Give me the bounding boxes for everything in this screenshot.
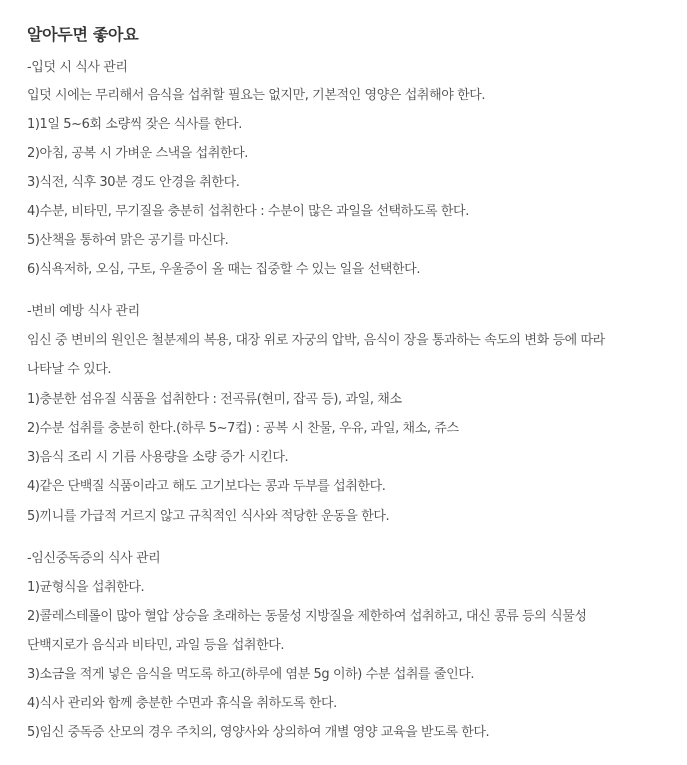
section-line: 2)아침, 공복 시 가벼운 스낵을 섭취한다.: [27, 146, 249, 161]
section-line: 나타날 수 있다.: [27, 362, 112, 377]
section-line: 입덧 시에는 무리해서 음식을 섭취할 필요는 없지만, 기본적인 영양은 섭취해야 한다.: [27, 88, 486, 103]
section-line: 단백지로가 음식과 비타민, 과일 등을 섭취한다.: [27, 638, 285, 653]
page-title: 알아두면 좋아요: [27, 25, 139, 44]
section-line: 5)산책을 통하여 맑은 공기를 마신다.: [27, 233, 229, 248]
section-line: 5)끼니를 가급적 거르지 않고 규칙적인 식사와 적당한 운동을 한다.: [27, 509, 390, 524]
section-line: 5)임신 중독증 산모의 경우 주치의, 영양사와 상의하여 개별 영양 교육을 받도록 한다.: [27, 725, 490, 740]
section-line: 2)콜레스테롤이 많아 혈압 상승을 초래하는 동물성 지방질을 제한하여 섭취하고, 대신 콩류 등의 식물성: [27, 609, 587, 624]
section-line: 3)소금을 적게 넣은 음식을 먹도록 하고(하루에 염분 5g 이하) 수분 섭취를 줄인다.: [27, 667, 475, 682]
section-heading-preeclampsia: -임신중독증의 식사 관리: [27, 551, 161, 566]
section-heading-morning-sickness: -입덧 시 식사 관리: [27, 60, 128, 75]
section-line: 4)식사 관리와 함께 충분한 수면과 휴식을 취하도록 한다.: [27, 696, 337, 711]
section-line: 4)같은 단백질 식품이라고 해도 고기보다는 콩과 두부를 섭취한다.: [27, 479, 386, 494]
section-heading-constipation: -변비 예방 식사 관리: [27, 304, 140, 319]
section-line: 3)음식 조리 시 기름 사용량을 소량 증가 시킨다.: [27, 450, 289, 465]
section-line: 임신 중 변비의 원인은 철분제의 복용, 대장 위로 자궁의 압박, 음식이 장을 통과하는 속도의 변화 등에 따라: [27, 333, 605, 348]
section-line: 3)식전, 식후 30분 경도 안경을 취한다.: [27, 175, 240, 190]
section-line: 2)수분 섭취를 충분히 한다.(하루 5~7컵) : 공복 시 찬물, 우유, 과일, 채소, 쥬스: [27, 421, 459, 436]
section-line: 4)수분, 비타민, 무기질을 충분히 섭취한다 : 수분이 많은 과일을 선택하도록 한다.: [27, 204, 469, 219]
section-line: 1)충분한 섬유질 식품을 섭취한다 : 전곡류(현미, 잡곡 등), 과일, 채소: [27, 392, 402, 407]
cutoff-text-fragment: [27, 758, 187, 765]
section-line: 1)1일 5~6회 소량씩 잦은 식사를 한다.: [27, 117, 242, 132]
section-line: 6)식욕저하, 오심, 구토, 우울증이 올 때는 집중할 수 있는 일을 선택한다.: [27, 262, 421, 277]
section-line: 1)균형식을 섭취한다.: [27, 580, 145, 595]
